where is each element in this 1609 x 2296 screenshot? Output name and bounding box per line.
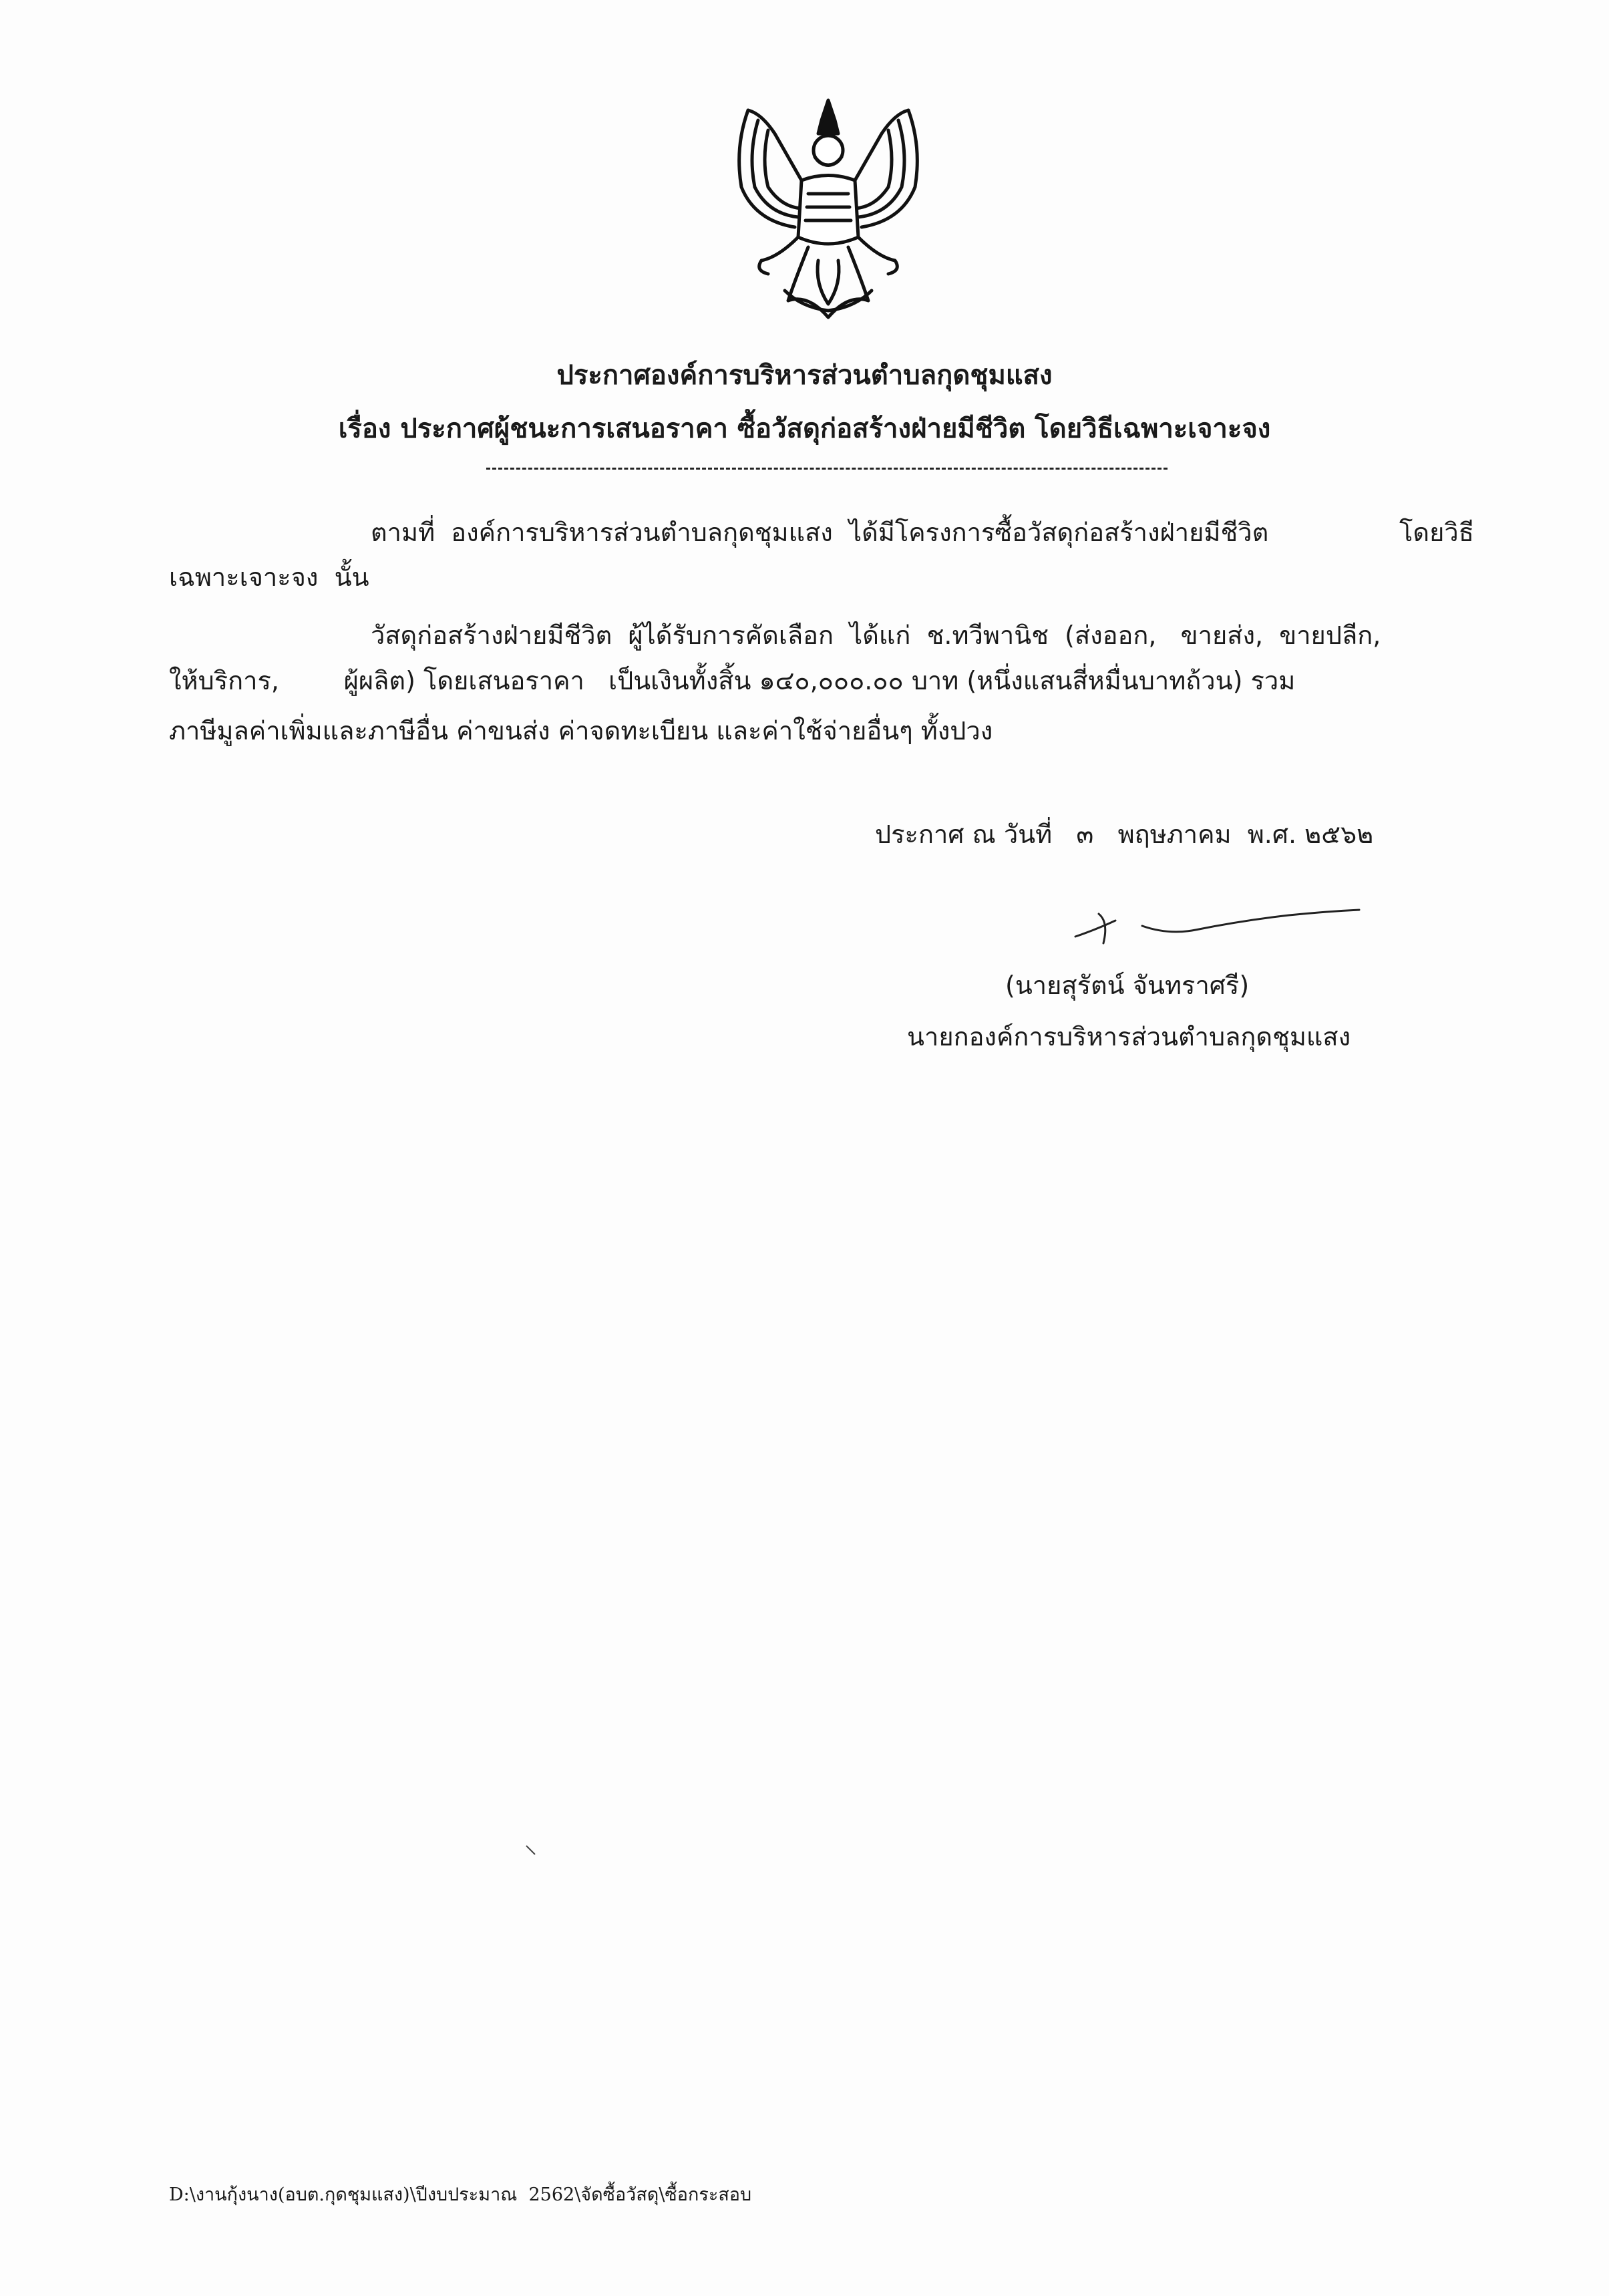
paragraph-2-line-3: ภาษีมูลค่าเพิ่มและภาษีอื่น ค่าขนส่ง ค่าจดทะเบียน และค่าใช้จ่ายอื่นๆ ทั้งปวง <box>169 716 993 746</box>
signer-name: (นายสุรัตน์ จันทราศรี) <box>1005 971 1250 1000</box>
handwritten-signature <box>1069 895 1363 949</box>
announcement-date: ประกาศ ณ วันที่ ๓ พฤษภาคม พ.ศ. ๒๕๖๒ <box>875 820 1374 849</box>
paragraph-2-line-2: ให้บริการ, ผู้ผลิต) โดยเสนอราคา เป็นเงินทั้งสิ้น ๑๔๐,๐๐๐.๐๐ บาท (หนึ่งแสนสี่หมื่นบาทถ้วน) รวม <box>169 666 1296 695</box>
announcement-title: ประกาศองค์การบริหารส่วนตำบลกุดชุมแสง <box>556 360 1053 391</box>
file-path-footer: D:\งานกุ้งนาง(อบต.กุดชุมแสง)\ปีงบประมาณ 2562\จัดซื้อวัสดุ\ซื้อกระสอบ <box>169 2184 752 2205</box>
signer-position: นายกองค์การบริหารส่วนตำบลกุดชุมแสง <box>907 1022 1351 1051</box>
paragraph-2-line-1: วัสดุก่อสร้างฝ่ายมีชีวิต ผู้ได้รับการคัดเลือก ได้แก่ ช.ทวีพานิช (ส่งออก, ขายส่ง, ขายปลีก, <box>371 621 1381 650</box>
dashed-divider <box>486 468 1168 470</box>
paragraph-1-line-1-end: โดยวิธี <box>1399 518 1474 547</box>
garuda-emblem-icon <box>721 94 935 324</box>
announcement-subject: เรื่อง ประกาศผู้ชนะการเสนอราคา ซื้อวัสดุก่อสร้างฝ่ายมีชีวิต โดยวิธีเฉพาะเจาะจง <box>338 414 1271 444</box>
paragraph-1-line-1: ตามที่ องค์การบริหารส่วนตำบลกุดชุมแสง ได้มีโครงการซื้อวัสดุก่อสร้างฝ่ายมีชีวิต <box>371 518 1269 547</box>
paragraph-1-line-2: เฉพาะเจาะจง นั้น <box>169 562 369 592</box>
stray-mark <box>524 1844 538 1857</box>
